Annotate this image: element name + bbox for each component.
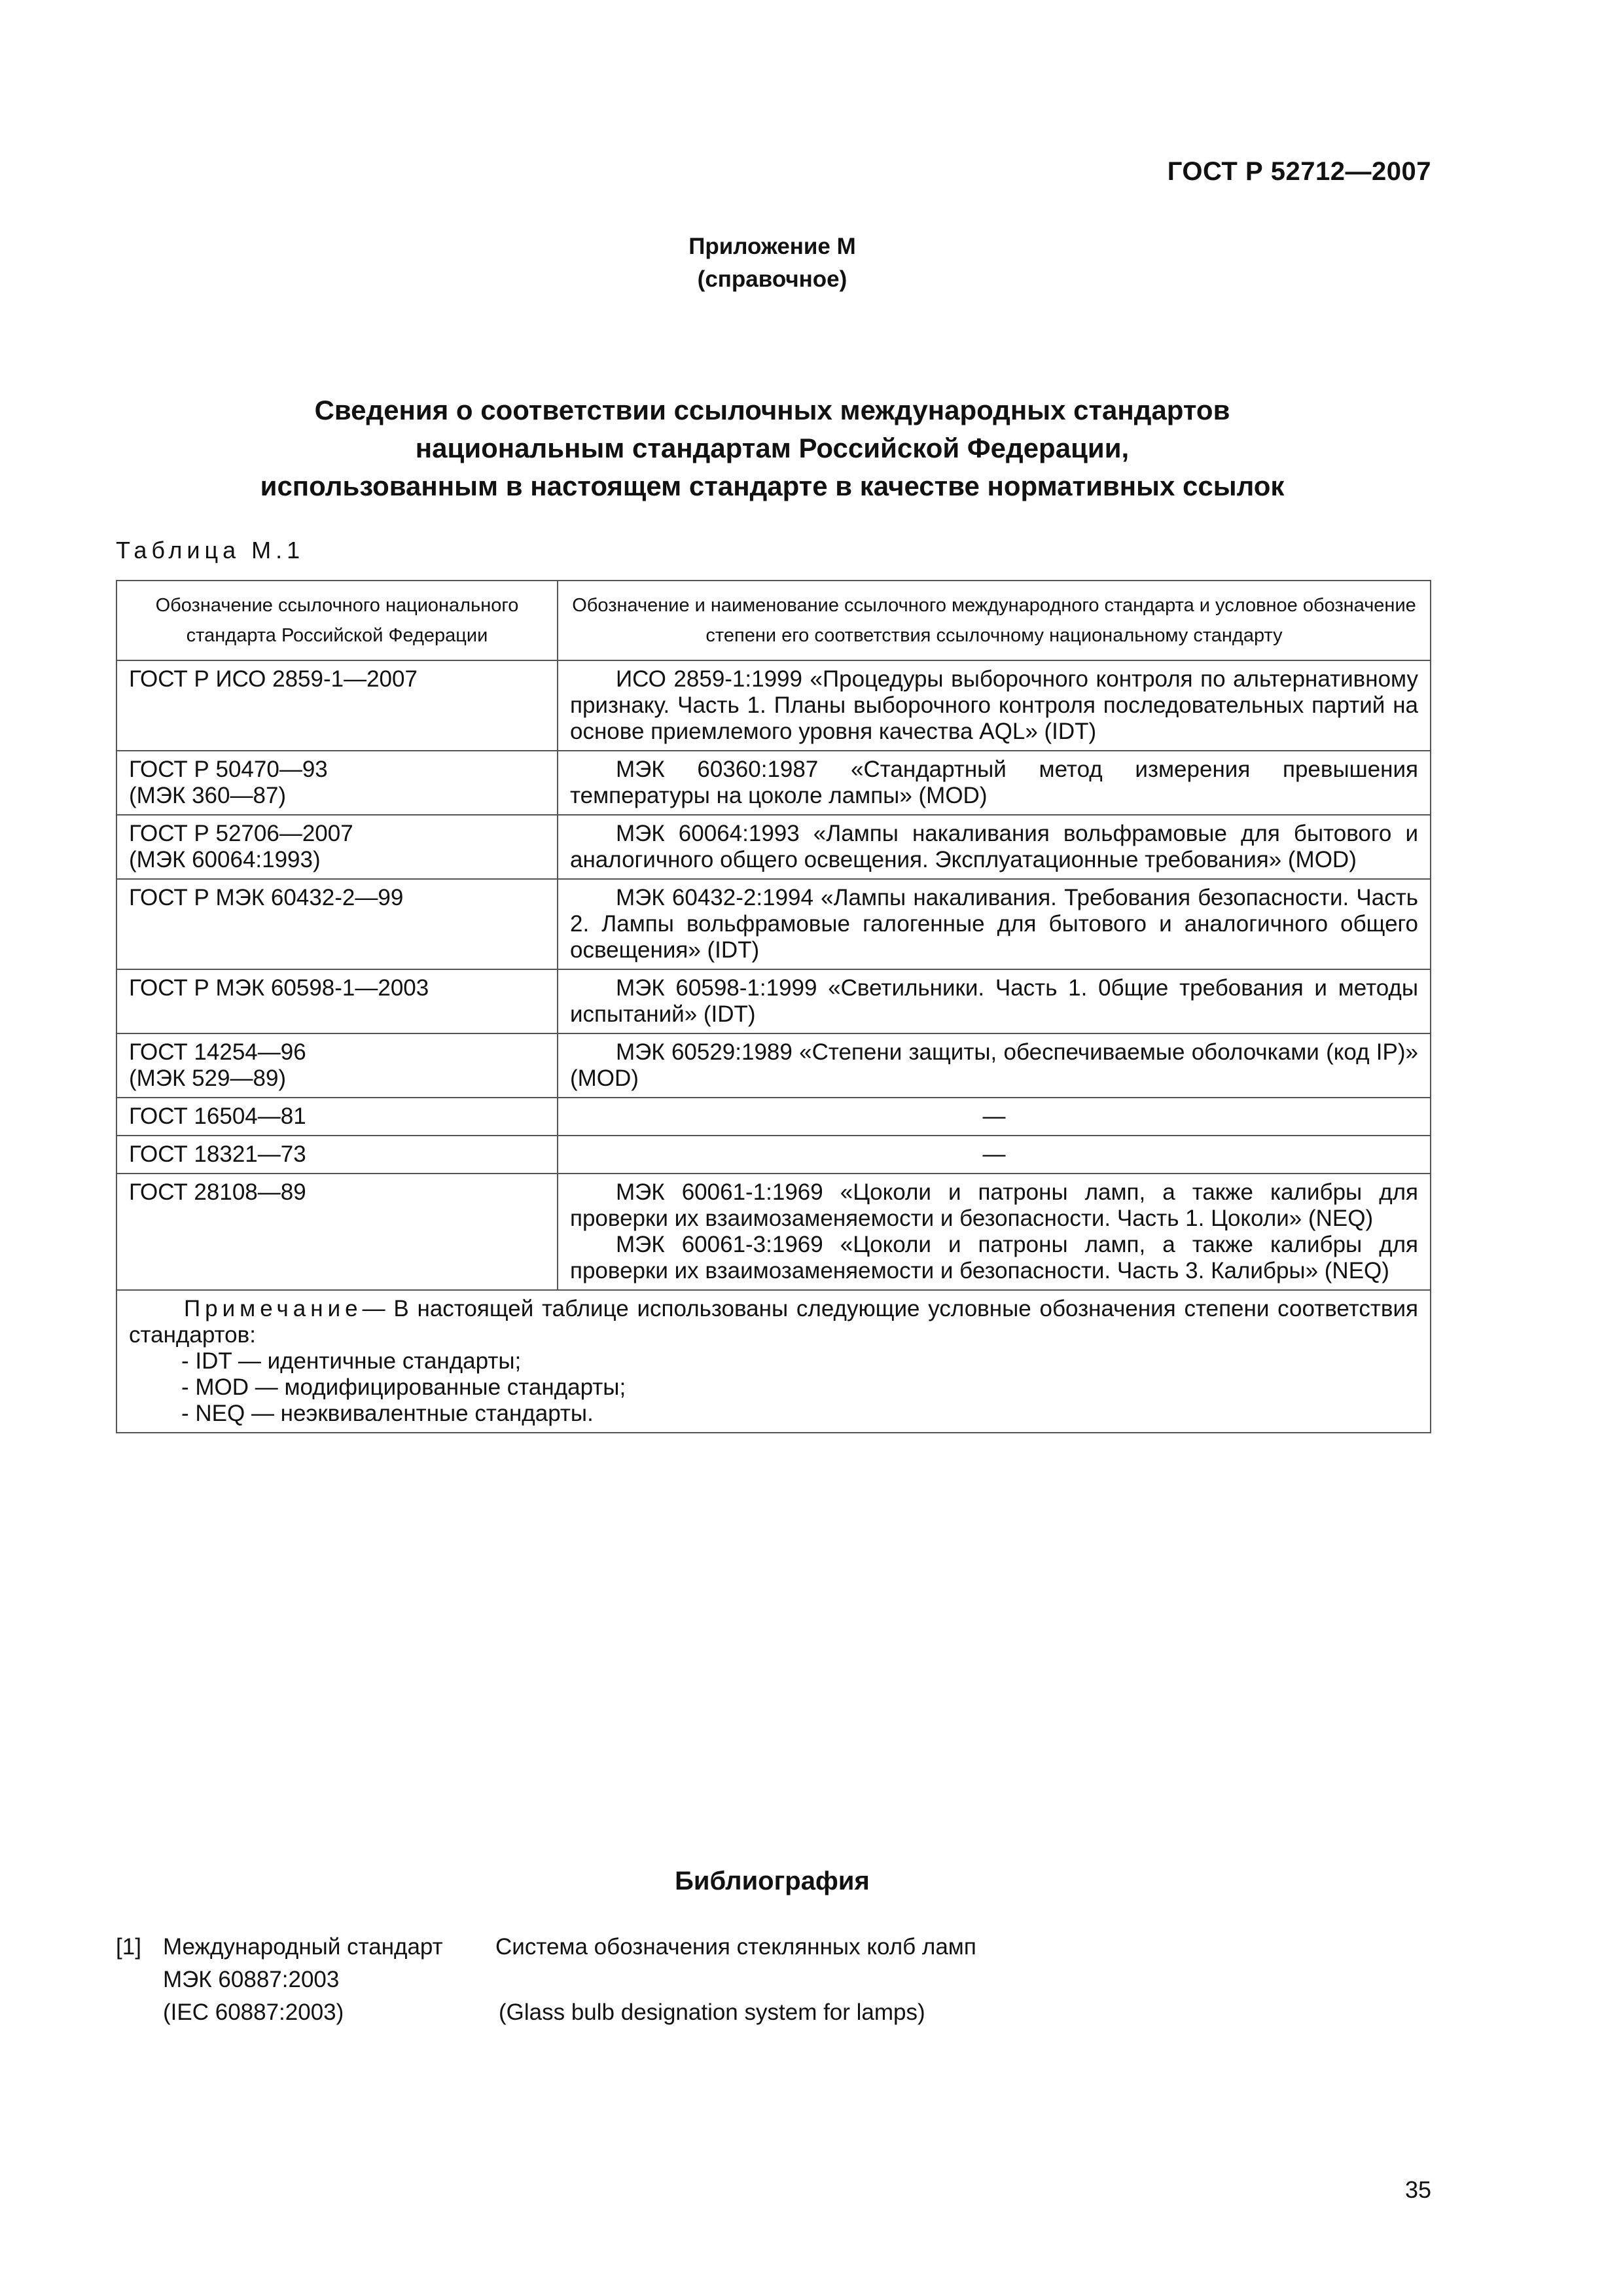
national-standard-cell bbox=[116, 1033, 558, 1098]
table-header-row bbox=[116, 581, 1431, 660]
main-title-line: использованным в настоящем стандарте в качестве нормативных ссылок bbox=[260, 471, 1285, 501]
international-entry: ИСО 2859-1:1999 «Процедуры выборочного контроля по альтернативному признаку. Часть 1. Планы выборочного контроля последовательных партий на основе приемлемого уровня качества AQL» (IDT) bbox=[570, 666, 1418, 744]
reference-table bbox=[116, 580, 1431, 1433]
international-entry: МЭК 60598-1:1999 «Светильники. Часть 1. 0бщие требования и методы испытаний» (IDT) bbox=[570, 975, 1418, 1027]
table-row bbox=[116, 1098, 1431, 1136]
national-code: ГОСТ 14254—96 bbox=[129, 1039, 306, 1065]
national-code-equivalent: (МЭК 60064:1993) bbox=[129, 847, 321, 872]
national-standard-cell bbox=[116, 969, 558, 1033]
international-standard-cell bbox=[558, 1098, 1431, 1136]
no-equivalent-dash: — bbox=[982, 1141, 1006, 1167]
note-list-item: - NEQ — неэквивалентные стандарты. bbox=[181, 1401, 594, 1426]
bibliography-title-ru: Система обозначения стеклянных колб ламп bbox=[495, 1934, 976, 1960]
national-code: ГОСТ Р ИСО 2859-1—2007 bbox=[129, 666, 418, 692]
table-row bbox=[116, 879, 1431, 969]
table-note-row bbox=[116, 1290, 1431, 1433]
international-entry: МЭК 60064:1993 «Лампы накаливания вольфрамовые для бытового и аналогичного общего освещения. Эксплуатационные требования» (MOD) bbox=[570, 821, 1418, 872]
table-row bbox=[116, 660, 1431, 751]
national-code-equivalent: (МЭК 529—89) bbox=[129, 1066, 287, 1091]
header-international: Обозначение и наименование ссылочного международного стандарта и условное обозначение степени его соответствия ссылочному национальному стандарту bbox=[558, 581, 1431, 660]
national-code: ГОСТ Р 52706—2007 bbox=[129, 821, 353, 846]
table-row bbox=[116, 1136, 1431, 1174]
national-standard-cell bbox=[116, 815, 558, 879]
table-note bbox=[116, 1290, 1431, 1433]
table-row bbox=[116, 815, 1431, 879]
national-standard-cell bbox=[116, 751, 558, 815]
bibliography-code-ru: МЭК 60887:2003 bbox=[163, 1967, 340, 1992]
no-equivalent-dash: — bbox=[982, 1103, 1006, 1129]
international-standard-cell bbox=[558, 879, 1431, 969]
national-standard-cell bbox=[116, 879, 558, 969]
national-standard-cell bbox=[116, 1098, 558, 1136]
main-title-line: Сведения о соответствии ссылочных международных стандартов bbox=[314, 395, 1230, 425]
international-entry: МЭК 60061-1:1969 «Цоколи и патроны ламп, а также калибры для проверки их взаимозаменяемости и безопасности. Часть 1. Цоколи» (NEQ) bbox=[570, 1179, 1418, 1231]
national-code: ГОСТ 18321—73 bbox=[129, 1141, 306, 1167]
appendix-subtitle: (справочное) bbox=[697, 266, 847, 292]
bibliography-title: Библиография bbox=[675, 1867, 870, 1895]
national-code: ГОСТ Р МЭК 60432-2—99 bbox=[129, 885, 404, 910]
note-text bbox=[129, 1296, 1418, 1348]
note-label: Примечание bbox=[184, 1296, 363, 1321]
national-standard-cell bbox=[116, 1174, 558, 1290]
page-number: 35 bbox=[1404, 2176, 1431, 2203]
national-code: ГОСТ Р 50470—93 bbox=[129, 757, 328, 782]
main-title-line: национальным стандартам Российской Федерации, bbox=[415, 433, 1130, 463]
national-standard-cell bbox=[116, 1136, 558, 1174]
international-standard-cell bbox=[558, 815, 1431, 879]
bibliography-title-en: (Glass bulb designation system for lamps) bbox=[499, 2000, 925, 2025]
national-standard-cell bbox=[116, 660, 558, 751]
national-code: ГОСТ Р МЭК 60598-1—2003 bbox=[129, 975, 429, 1001]
table-row bbox=[116, 969, 1431, 1033]
international-entry: МЭК 60432-2:1994 «Лампы накаливания. Требования безопасности. Часть 2. Лампы вольфрамовые галогенные для бытового и аналогичного общего освещения» (IDT) bbox=[570, 885, 1418, 963]
international-standard-cell bbox=[558, 660, 1431, 751]
table-label: Таблица М.1 bbox=[116, 537, 305, 564]
appendix-title: Приложение М bbox=[688, 234, 856, 259]
national-code: ГОСТ 28108—89 bbox=[129, 1179, 306, 1205]
table-row bbox=[116, 1033, 1431, 1098]
note-list-item: - IDT — идентичные стандарты; bbox=[181, 1348, 522, 1374]
international-entry: МЭК 60061-3:1969 «Цоколи и патроны ламп, а также калибры для проверки их взаимозаменяемости и безопасности. Часть 3. Калибры» (NEQ) bbox=[570, 1232, 1418, 1283]
bibliography-number: [1] bbox=[116, 1934, 141, 1960]
table-row bbox=[116, 751, 1431, 815]
table-row bbox=[116, 1174, 1431, 1290]
international-standard-cell bbox=[558, 1033, 1431, 1098]
international-standard-cell bbox=[558, 751, 1431, 815]
header-national: Обозначение ссылочного национального стандарта Российской Федерации bbox=[116, 581, 558, 660]
international-entry: МЭК 60529:1989 «Степени защиты, обеспечиваемые оболочками (код IP)» (MOD) bbox=[570, 1039, 1418, 1091]
note-list-item: - MOD — модифицированные стандарты; bbox=[181, 1374, 626, 1400]
national-code-equivalent: (МЭК 360—87) bbox=[129, 783, 287, 808]
international-standard-cell bbox=[558, 1136, 1431, 1174]
international-standard-cell bbox=[558, 1174, 1431, 1290]
national-code: ГОСТ 16504—81 bbox=[129, 1103, 306, 1129]
international-standard-cell bbox=[558, 969, 1431, 1033]
note-body: — В настоящей таблице использованы следующие условные обозначения степени соответствия стандартов: bbox=[129, 1296, 1418, 1348]
international-entry: МЭК 60360:1987 «Стандартный метод измерения превышения температуры на цоколе лампы» (MOD) bbox=[570, 757, 1418, 808]
appendix-heading bbox=[0, 230, 1544, 296]
bibliography-code-en: (IEC 60887:2003) bbox=[163, 2000, 344, 2025]
bibliography-doc-type: Международный стандарт bbox=[163, 1934, 443, 1960]
standard-code: ГОСТ Р 52712—2007 bbox=[1167, 157, 1431, 186]
main-title bbox=[0, 391, 1544, 505]
